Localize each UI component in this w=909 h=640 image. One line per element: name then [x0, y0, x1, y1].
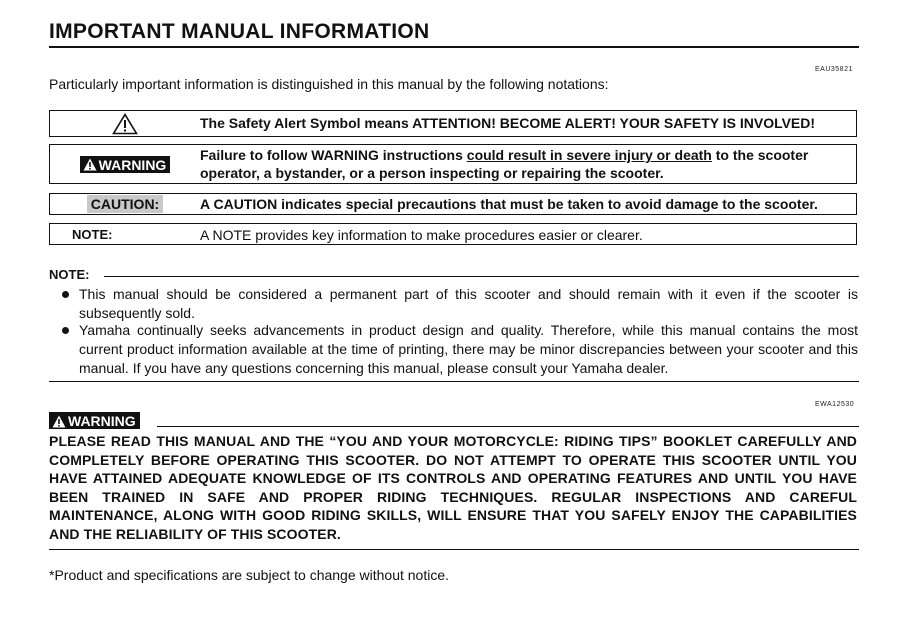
warning-section-heading	[49, 412, 140, 433]
warning-text-part: Failure to follow WARNING instructions	[200, 147, 467, 163]
note-heading: NOTE:	[49, 267, 90, 282]
caution-notation-box	[49, 193, 857, 215]
warning-triangle-icon	[52, 415, 66, 428]
footer-note: *Product and specifications are subject to change without notice.	[49, 567, 450, 583]
section-divider	[49, 381, 859, 382]
list-item-text: This manual should be considered a permanent part of this scooter and should remain with it even if the scooter is subsequently sold.	[79, 286, 858, 321]
warning-underlined-text: could result in severe injury or death	[466, 147, 712, 163]
safety-alert-notation-box	[49, 110, 857, 137]
caution-badge: CAUTION:	[87, 195, 163, 213]
warning-badge	[80, 156, 171, 173]
warning-notation-box	[49, 144, 857, 184]
reference-code: EWA12530	[815, 401, 855, 408]
reference-code: EAU35821	[815, 66, 853, 73]
warning-section-text: PLEASE READ THIS MANUAL AND THE “YOU AND YOUR MOTORCYCLE: RIDING TIPS” BOOKLET CAREFULLY AND COMPLETELY BEFORE OPERATING THIS SCOOTER. DO NOT ATTEMPT TO OPERATE THIS SCOOTER UNTIL YOU HAVE ATTAINED ADEQUATE KNOWLEDGE OF ITS CONTROLS AND OPERATING FEATURES AND UNTIL YOU HAVE BEEN TRAINED IN SAFE AND PROPER RIDING TECHNIQUES. REGULAR INSPECTIONS AND CAREFUL MAINTENANCE, ALONG WITH GOOD RIDING SKILLS, WILL ENSURE THAT YOU SAFELY ENJOY THE CAPABILITIES AND THE RELIABILITY OF THIS SCOOTER.	[49, 433, 857, 542]
warning-text-part: to the scooter operator, a bystander, or a person inspecting or repairing the scooter.	[200, 147, 809, 181]
warning-heading-rule	[157, 426, 859, 427]
note-definition-text: A NOTE provides key information to make procedures easier or clearer.	[200, 227, 643, 243]
warning-symbol-cell	[50, 145, 200, 183]
warning-triangle-icon	[112, 113, 138, 135]
warning-definition-text	[200, 146, 854, 182]
warning-badge-label: WARNING	[98, 156, 167, 173]
note-heading-rule	[104, 276, 859, 277]
title-underline	[49, 46, 859, 48]
intro-text: Particularly important information is distinguished in this manual by the following notations:	[49, 76, 609, 92]
safety-alert-symbol-cell	[50, 111, 200, 136]
section-divider	[49, 549, 859, 550]
bullet-dot	[62, 291, 69, 298]
bullet-dot	[62, 327, 69, 334]
warning-badge-label: WARNING	[68, 413, 136, 429]
warning-triangle-icon	[83, 158, 97, 171]
list-item	[62, 285, 858, 323]
note-notation-box	[49, 223, 857, 245]
caution-symbol-cell	[50, 194, 200, 214]
safety-alert-text: The Safety Alert Symbol means ATTENTION! BECOME ALERT! YOUR SAFETY IS INVOLVED!	[200, 115, 816, 131]
caution-definition-text: A CAUTION indicates special precautions that must be taken to avoid damage to the scooter.	[200, 196, 818, 212]
warning-badge	[49, 412, 140, 429]
list-item	[62, 321, 858, 378]
list-item-text: Yamaha continually seeks advancements in product design and quality. Therefore, while this manual contains the most current product information available at the time of printing, there may be minor discrepancies between your scooter and this manual. If you have any questions concerning this manual, please consult your Yamaha dealer.	[79, 322, 858, 376]
page-title: IMPORTANT MANUAL INFORMATION	[49, 20, 430, 43]
note-badge: NOTE:	[72, 226, 113, 242]
